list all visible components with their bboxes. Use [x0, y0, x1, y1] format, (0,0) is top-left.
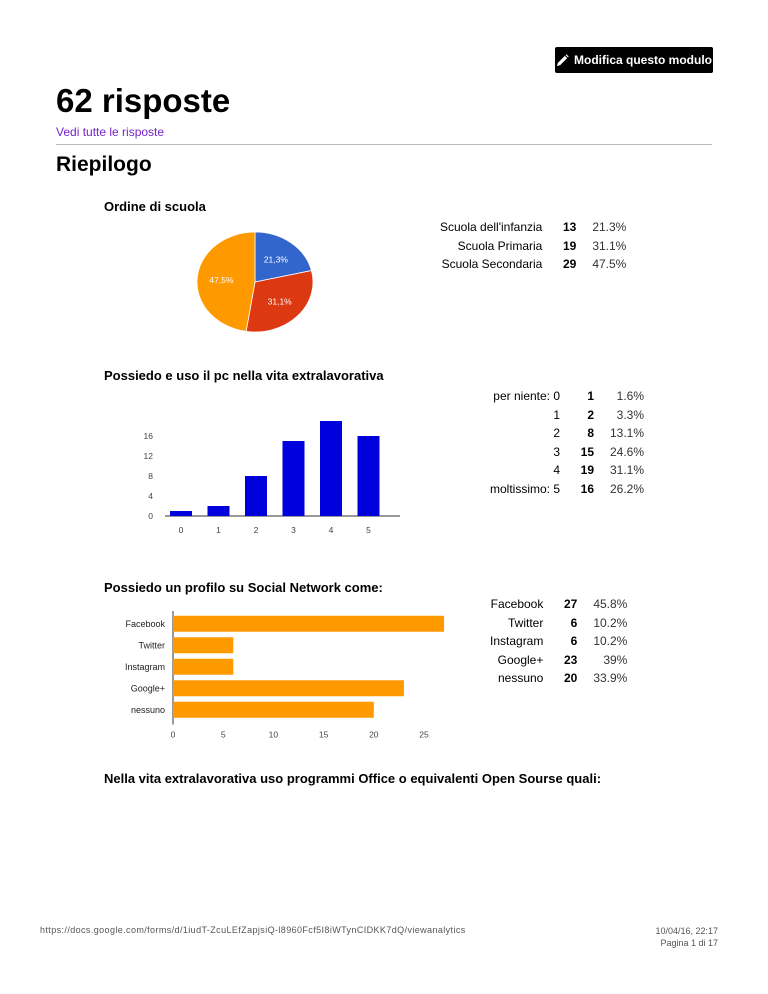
stats-row — [490, 406, 644, 425]
pc-usage-table — [490, 387, 644, 498]
y-tick-label: Google+ — [130, 683, 165, 694]
footer-timestamp: 10/04/16, 22:17 — [655, 926, 718, 936]
bar — [170, 511, 192, 516]
stats-count: 13 — [563, 220, 577, 235]
x-tick-label: 25 — [419, 729, 429, 740]
stats-pct: 13.1% — [609, 426, 645, 441]
stats-count: 8 — [587, 426, 595, 441]
edit-form-label: Modifica questo modulo — [574, 53, 712, 67]
bar — [173, 659, 233, 675]
stats-label: per niente: 0 — [493, 389, 561, 404]
footer-page-number: Pagina 1 di 17 — [660, 938, 718, 948]
stats-label: 2 — [553, 426, 561, 441]
y-tick-label: 12 — [143, 451, 153, 461]
stats-count: 20 — [564, 671, 578, 686]
stats-label: Instagram — [490, 634, 544, 649]
stats-row — [490, 461, 644, 480]
bar — [173, 637, 233, 653]
stats-pct: 47.5% — [592, 257, 627, 272]
stats-row — [490, 443, 644, 462]
bar — [208, 506, 230, 516]
stats-row — [440, 237, 626, 256]
stats-row — [440, 255, 626, 274]
pie-slice-label: 31,1% — [267, 296, 292, 307]
stats-row — [490, 595, 627, 614]
x-tick-label: 20 — [369, 729, 379, 740]
x-tick-label: 15 — [318, 729, 329, 740]
view-all-responses-link[interactable]: Vedi tutte le risposte — [56, 125, 165, 139]
footer-date — [655, 925, 718, 949]
stats-row — [490, 669, 627, 688]
social-network-table — [490, 595, 627, 688]
footer-url: https://docs.google.com/forms/d/1iudT-ZcuLEfZapjsiQ-l8960Fcf5I8iWTynCIDKK7dQ/viewanalytics — [40, 925, 466, 935]
y-tick-label: Instagram — [124, 661, 165, 672]
pencil-icon — [556, 54, 569, 67]
stats-label: Scuola Secondaria — [441, 257, 543, 272]
bar — [320, 421, 342, 516]
stats-count: 27 — [564, 597, 578, 612]
stats-pct: 24.6% — [609, 444, 645, 459]
stats-row — [490, 480, 644, 499]
stats-count: 19 — [580, 463, 595, 478]
stats-pct: 1.6% — [616, 389, 645, 404]
x-tick-label: 0 — [178, 525, 184, 535]
x-tick-label: 1 — [216, 525, 221, 535]
stats-pct: 10.2% — [593, 634, 628, 649]
stats-pct: 21.3% — [592, 220, 627, 235]
bar — [283, 441, 305, 516]
y-tick-label: Facebook — [125, 618, 165, 629]
bar — [358, 436, 380, 516]
stats-count: 2 — [587, 407, 595, 422]
summary-title: Riepilogo — [56, 153, 152, 176]
stats-count: 16 — [580, 481, 595, 496]
question-title: Ordine di scuola — [104, 199, 206, 214]
stats-label: 1 — [553, 407, 561, 422]
stats-pct: 39% — [603, 652, 628, 667]
stats-count: 15 — [580, 444, 595, 459]
stats-count: 1 — [587, 389, 595, 404]
social-network-bar-chart — [110, 605, 440, 740]
x-tick-label: 4 — [328, 525, 334, 535]
stats-label: moltissimo: 5 — [490, 481, 561, 496]
y-tick-label: 16 — [143, 431, 153, 441]
stats-label: Twitter — [508, 615, 544, 630]
stats-pct: 33.9% — [593, 671, 628, 686]
stats-pct: 31.1% — [609, 463, 645, 478]
x-tick-label: 2 — [253, 525, 259, 535]
stats-pct: 45.8% — [593, 597, 628, 612]
school-order-pie-chart — [185, 225, 325, 340]
pc-usage-bar-chart — [135, 410, 395, 540]
stats-count: 19 — [563, 238, 577, 253]
x-tick-label: 10 — [268, 729, 279, 740]
stats-count: 23 — [564, 652, 578, 667]
pie-slice-label: 47,5% — [209, 274, 234, 285]
bar — [245, 476, 267, 516]
question-title: Nella vita extralavorativa uso programmi Office o equivalenti Open Sourse quali: — [104, 771, 602, 786]
x-tick-label: 0 — [170, 729, 176, 740]
y-tick-label: nessuno — [130, 704, 165, 715]
stats-label: 3 — [553, 444, 561, 459]
stats-label: Google+ — [497, 652, 544, 667]
stats-pct: 3.3% — [616, 407, 645, 422]
stats-row — [490, 387, 644, 406]
stats-label: Scuola dell'infanzia — [440, 220, 543, 235]
stats-pct: 26.2% — [609, 481, 645, 496]
stats-row — [490, 651, 627, 670]
stats-label: Scuola Primaria — [457, 238, 543, 253]
stats-pct: 31.1% — [592, 238, 627, 253]
stats-pct: 10.2% — [593, 615, 628, 630]
x-tick-label: 5 — [220, 729, 226, 740]
stats-label: 4 — [553, 463, 561, 478]
question-title: Possiedo e uso il pc nella vita extralavorativa — [104, 368, 384, 383]
stats-label: Facebook — [490, 597, 544, 612]
stats-count: 29 — [563, 257, 577, 272]
x-tick-label: 5 — [366, 525, 371, 535]
responses-count-title: 62 risposte — [56, 82, 231, 119]
stats-row — [490, 632, 627, 651]
stats-row — [490, 424, 644, 443]
divider — [56, 144, 712, 145]
edit-form-button[interactable] — [555, 47, 713, 73]
stats-count: 6 — [570, 615, 578, 630]
school-order-table — [440, 218, 626, 274]
stats-label: nessuno — [497, 671, 544, 686]
question-title: Possiedo un profilo su Social Network come: — [104, 580, 383, 595]
bar — [173, 702, 374, 718]
stats-row — [440, 218, 626, 237]
y-tick-label: 0 — [148, 511, 153, 521]
y-tick-label: Twitter — [138, 640, 165, 651]
x-tick-label: 3 — [291, 525, 296, 535]
y-tick-label: 8 — [148, 471, 153, 481]
stats-count: 6 — [570, 634, 578, 649]
y-tick-label: 4 — [148, 491, 153, 501]
pie-slice-label: 21,3% — [263, 254, 288, 265]
bar — [173, 680, 404, 696]
stats-row — [490, 614, 627, 633]
bar — [173, 616, 444, 632]
